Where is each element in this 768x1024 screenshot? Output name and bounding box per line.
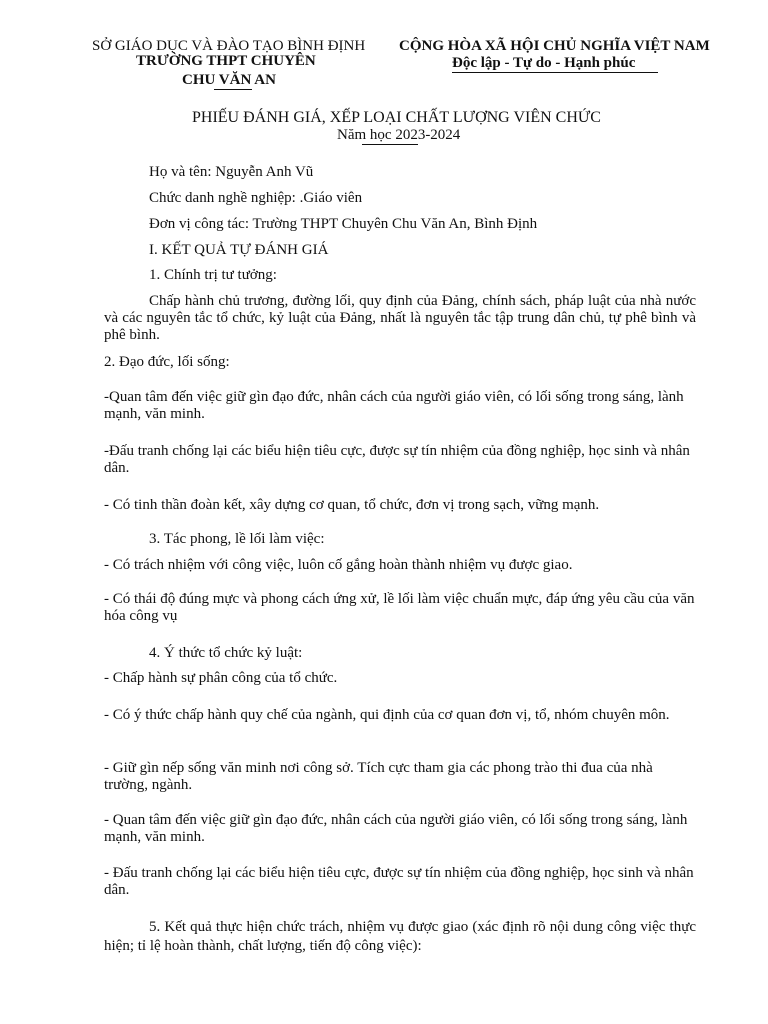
- s2-item: - Có tinh thần đoàn kết, xây dựng cơ quan, tổ chức, đơn vị trong sạch, vững mạnh.: [104, 497, 600, 513]
- form-title: PHIẾU ĐÁNH GIÁ, XẾP LOẠI CHẤT LƯỢNG VIÊN CHỨC: [192, 109, 601, 126]
- s2-item: -Đấu tranh chống lại các biểu hiện tiêu cực, được sự tín nhiệm của đồng nghiệp, học sinh và nhân dân.: [104, 443, 690, 476]
- s4-item: - Quan tâm đến việc giữ gìn đạo đức, nhân cách của người giáo viên, có lối sống trong sáng, lành mạnh, văn minh.: [104, 812, 688, 845]
- workplace-line: Đơn vị công tác: Trường THPT Chuyên Chu Văn An, Bình Định: [149, 216, 538, 232]
- school-name-line2: CHU VĂN AN: [182, 72, 276, 88]
- s2-heading: 2. Đạo đức, lối sống:: [104, 354, 230, 370]
- s4-item: - Đấu tranh chống lại các biểu hiện tiêu cực, được sự tín nhiệm của đồng nghiệp, học sinh và nhân dân.: [104, 865, 694, 898]
- s4-item: - Giữ gìn nếp sống văn minh nơi công sở. Tích cực tham gia các phong trào thi đua của nhà trường, ngành.: [104, 760, 653, 793]
- s3-item: - Có trách nhiệm với công việc, luôn cố gắng hoàn thành nhiệm vụ được giao.: [104, 557, 573, 573]
- s2-item: -Quan tâm đến việc giữ gìn đạo đức, nhân cách của người giáo viên, có lối sống trong sáng, lành mạnh, văn minh.: [104, 389, 684, 422]
- national-name: CỘNG HÒA XÃ HỘI CHỦ NGHĨA VIỆT NAM: [399, 38, 710, 54]
- school-year: Năm học 2023-2024: [337, 127, 461, 143]
- s1-heading: 1. Chính trị tư tưởng:: [149, 267, 277, 283]
- job-title-line: Chức danh nghề nghiệp: .Giáo viên: [149, 190, 363, 206]
- s3-item: - Có thái độ đúng mực và phong cách ứng xử, lề lối làm việc chuẩn mực, đáp ứng yêu cầu của văn hóa công vụ: [104, 591, 695, 624]
- section-heading: I. KẾT QUẢ TỰ ĐÁNH GIÁ: [149, 242, 329, 258]
- s4-item: - Có ý thức chấp hành quy chế của ngành, qui định của cơ quan đơn vị, tổ, nhóm chuyên môn.: [104, 707, 670, 723]
- s4-heading: 4. Ý thức tổ chức kỷ luật:: [149, 645, 303, 661]
- s3-heading: 3. Tác phong, lề lối làm việc:: [149, 531, 325, 547]
- national-motto: Độc lập - Tự do - Hạnh phúc: [452, 55, 636, 71]
- full-name-line: Họ và tên: Nguyễn Anh Vũ: [149, 164, 314, 180]
- motto-underline: [452, 72, 658, 73]
- s5-text: 5. Kết quả thực hiện chức trách, nhiệm vụ được giao (xác định rõ nội dung công việc thực hiện; tỉ lệ hoàn thành, chất lượng, tiến độ công việc):: [104, 919, 696, 954]
- school-name-line1: TRƯỜNG THPT CHUYÊN: [136, 53, 316, 69]
- s1-text: Chấp hành chủ trương, đường lối, quy định của Đảng, chính sách, pháp luật của nhà nước và các nguyên tắc tổ chức, kỷ luật của Đảng, nhất là nguyên tắc tập trung dân chủ, tự phê bình và phê bình.: [104, 293, 696, 343]
- s4-item: - Chấp hành sự phân công của tổ chức.: [104, 670, 338, 686]
- header-left-underline: [214, 89, 252, 90]
- subtitle-underline: [362, 144, 418, 145]
- agency-name: SỞ GIÁO DỤC VÀ ĐÀO TẠO BÌNH ĐỊNH: [92, 38, 366, 54]
